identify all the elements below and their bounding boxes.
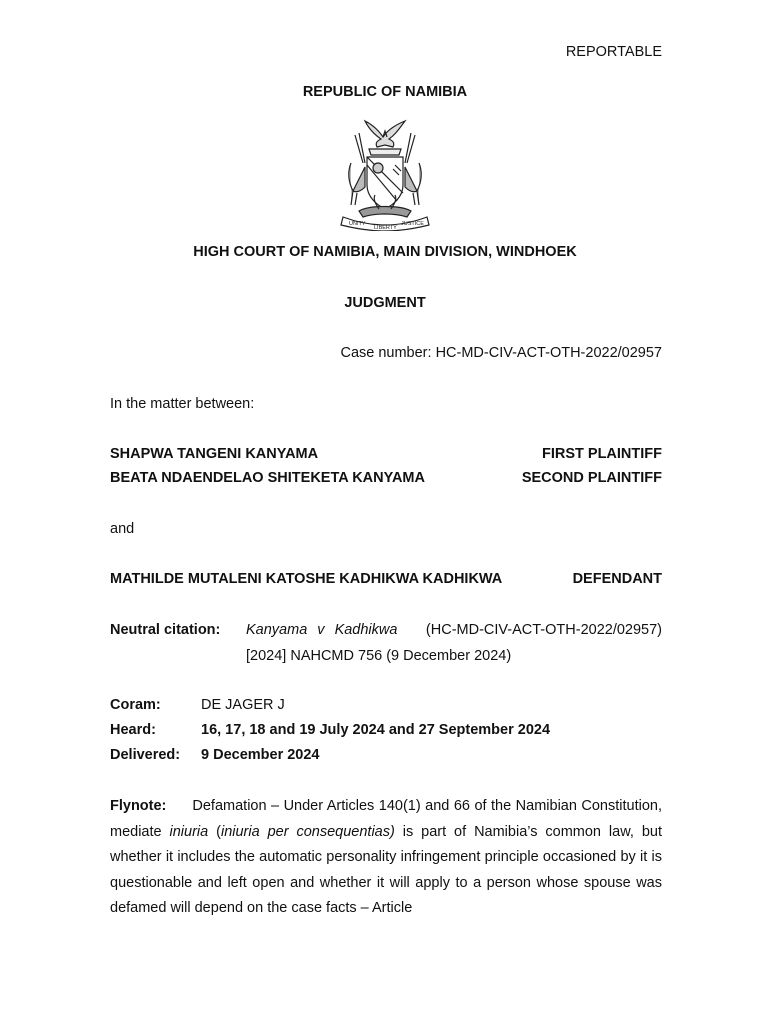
flynote-text-1: Defamation – Under Articles 140(1) and 66 of the Namibian Constitution, mediate (110, 798, 662, 840)
flynote-label: Flynote: (110, 798, 167, 814)
motto-unity: UNITY (349, 221, 366, 227)
flynote-text-2: ( (208, 823, 221, 840)
motto-liberty: LIBERTY (374, 225, 397, 231)
second-plaintiff-role: SECOND PLAINTIFF (521, 470, 662, 486)
defendant-role: DEFENDANT (572, 571, 662, 587)
republic-heading: REPUBLIC OF NAMIBIA (302, 84, 468, 100)
citation-line-1 (246, 622, 662, 638)
case-number: Case number: HC-MD-CIV-ACT-OTH-2022/02957 (340, 345, 662, 361)
defendant-name: MATHILDE MUTALENI KATOSHE KADHIKWA KADHIKWA (110, 571, 503, 587)
first-plaintiff-name: SHAPWA TANGENI KANYAMA (110, 446, 319, 462)
second-plaintiff-name: BEATA NDAENDELAO SHITEKETA KANYAMA (110, 470, 425, 486)
heard-label: Heard: (110, 722, 156, 738)
flynote-italic-2: iniuria per consequentias) (220, 823, 395, 840)
flynote-italic-1: iniuria (169, 823, 209, 840)
flynote-text-3: is part of Namibia’s common law, but whether it includes the automatic personality infringement principle occasioned by it is questionable and left open and whether it will apply to a person whose spouse was defamed will depend on the case facts – Article (110, 823, 662, 916)
matter-intro: In the matter between: (110, 396, 255, 412)
heard-value: 16, 17, 18 and 19 July 2024 and 27 September 2024 (201, 722, 551, 738)
reportable-label: REPORTABLE (565, 44, 662, 60)
coram-value: DE JAGER J (201, 697, 285, 713)
judgment-heading: JUDGMENT (344, 295, 426, 311)
coram-label: Coram: (110, 697, 161, 713)
namibia-coat-of-arms-icon (329, 113, 441, 231)
citation-case-name: Kanyama v Kadhikwa (246, 622, 398, 638)
citation-case-number: (HC-MD-CIV-ACT-OTH-2022/02957) (425, 622, 662, 638)
delivered-label: Delivered: (110, 747, 181, 763)
court-heading: HIGH COURT OF NAMIBIA, MAIN DIVISION, WINDHOEK (193, 244, 577, 260)
delivered-value: 9 December 2024 (201, 747, 320, 763)
motto-justice: JUSTICE (401, 221, 424, 227)
flynote-paragraph (110, 794, 662, 922)
citation-label: Neutral citation: (110, 622, 221, 638)
citation-line-2: [2024] NAHCMD 756 (9 December 2024) (246, 648, 512, 664)
first-plaintiff-role: FIRST PLAINTIFF (541, 446, 662, 462)
and-separator: and (110, 521, 135, 537)
